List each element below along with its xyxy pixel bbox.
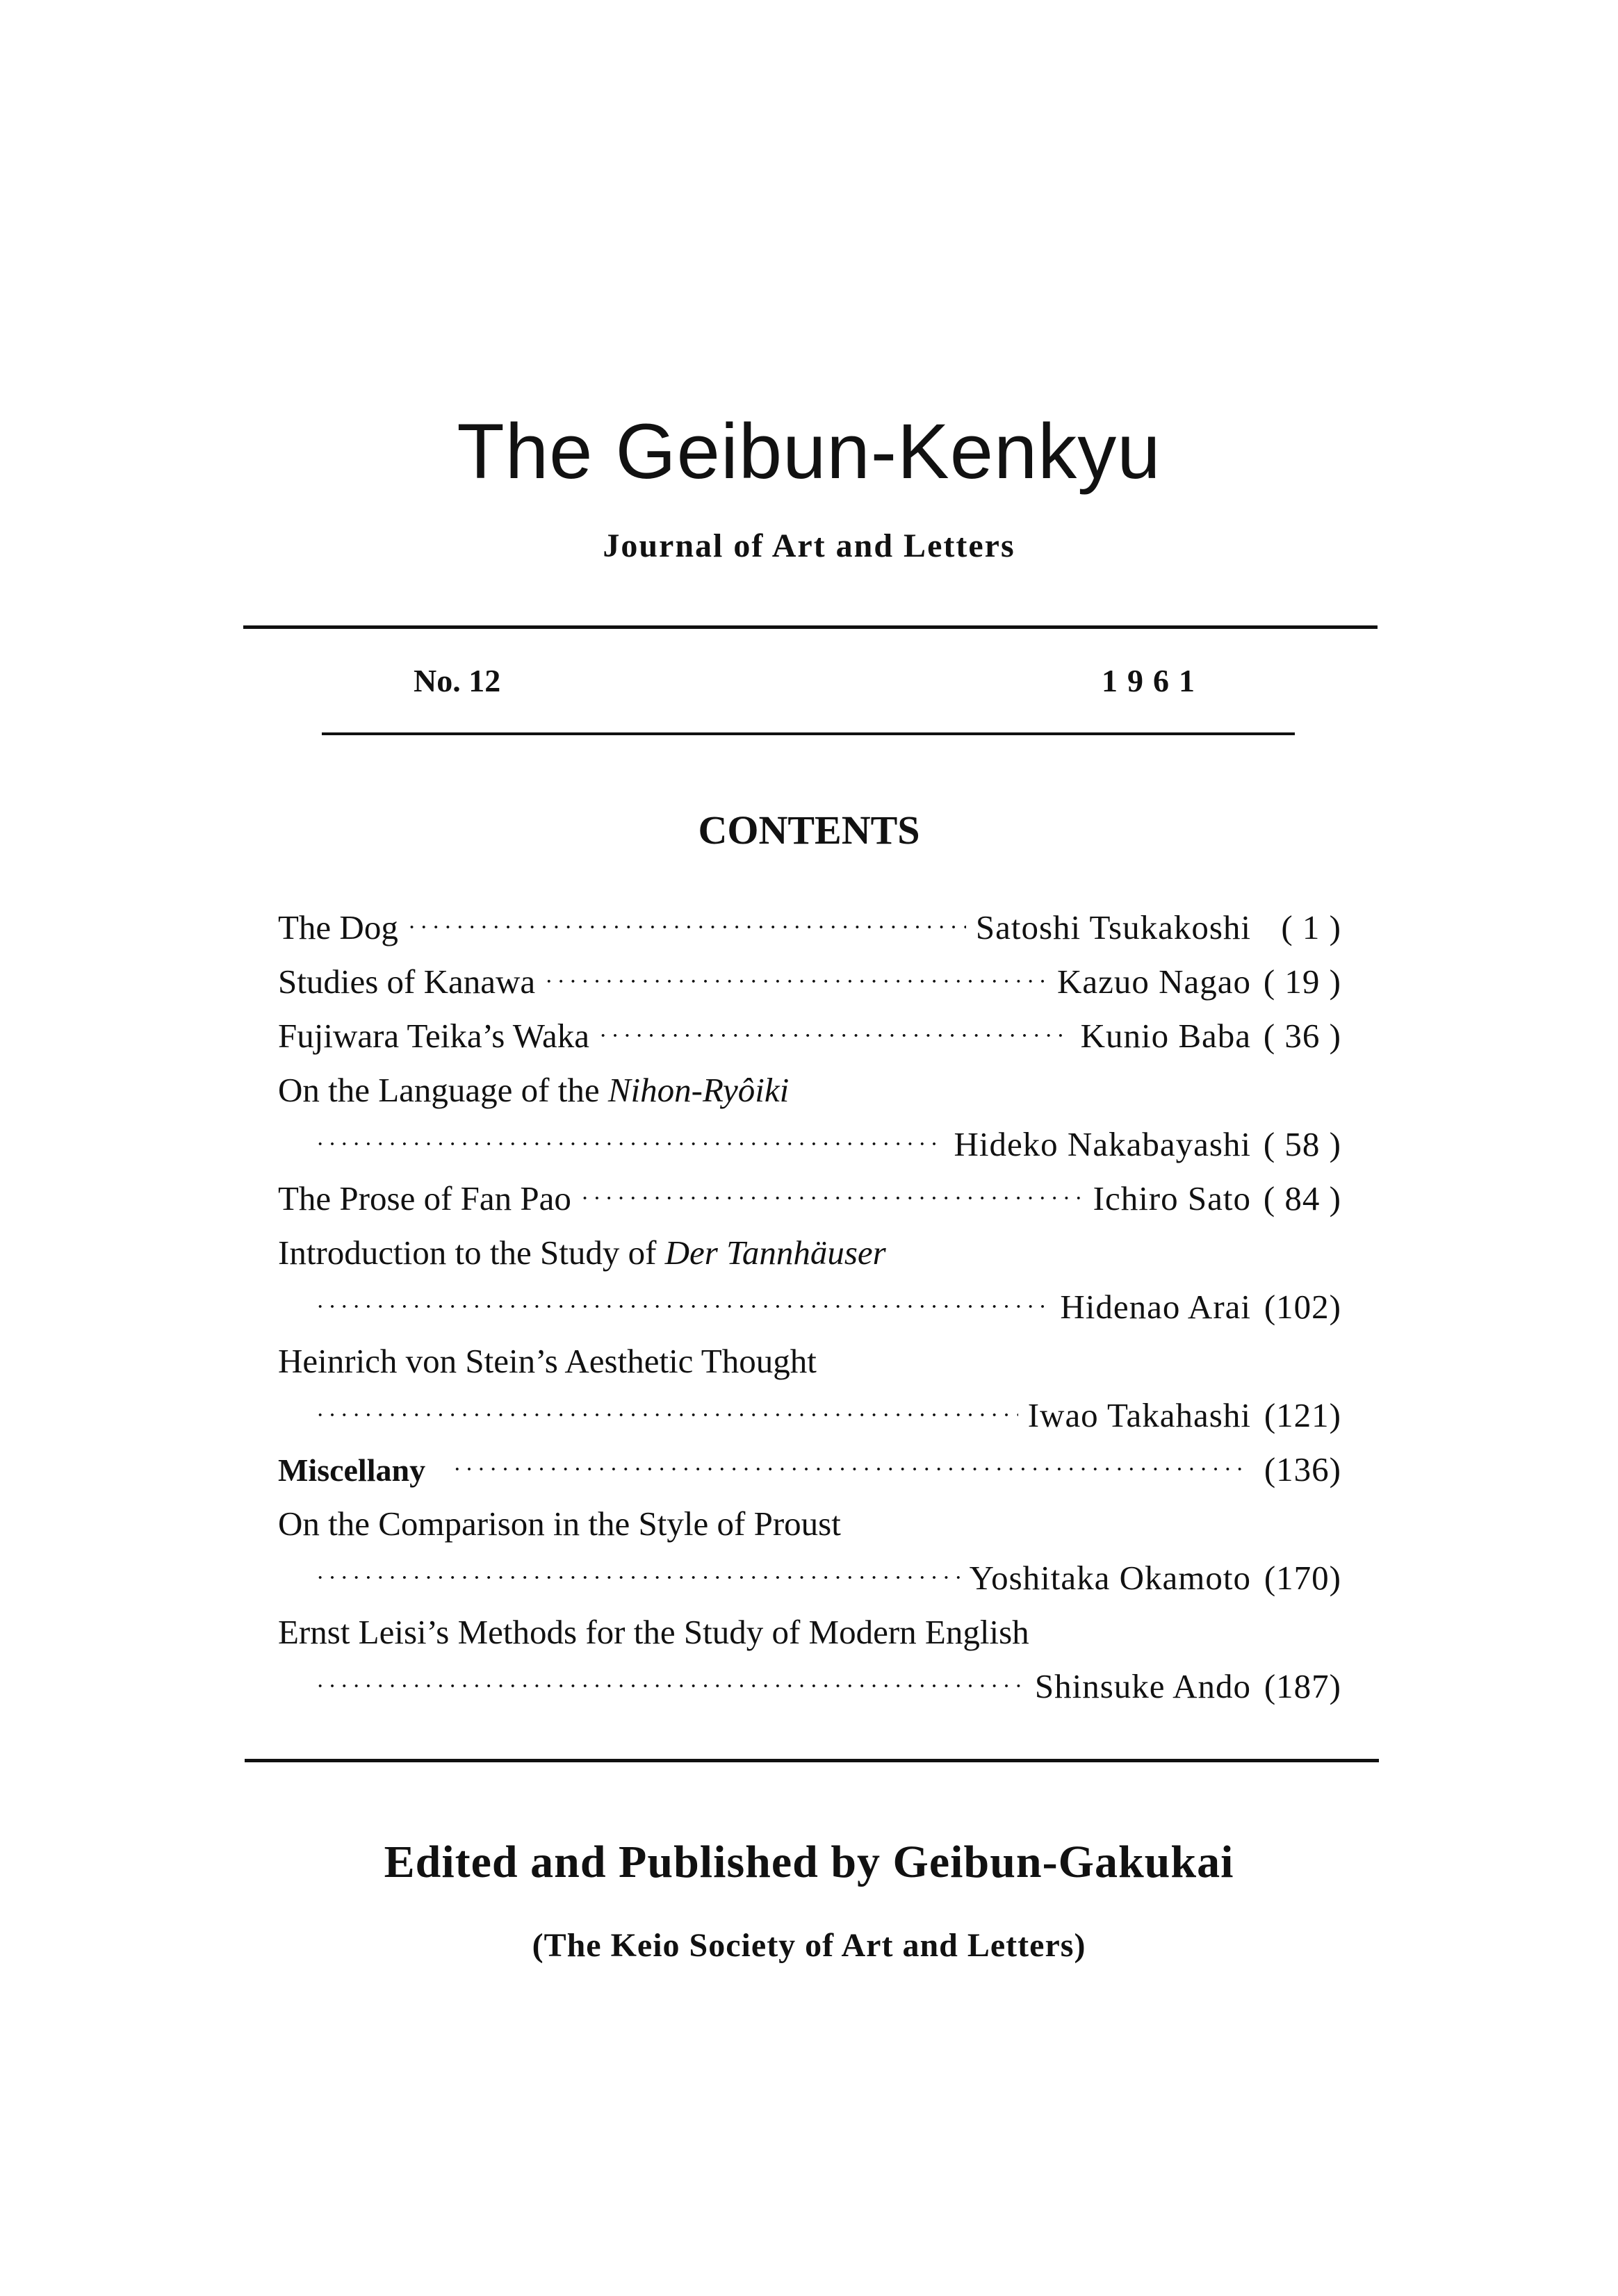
entry-author: Kunio Baba [1080,1017,1251,1055]
toc-entry-title-line [278,1497,1341,1551]
top-divider [243,625,1378,629]
journal-subtitle: Journal of Art and Letters [603,527,1015,564]
entry-title: Heinrich von Stein’s Aesthetic Thought [278,1342,817,1380]
issue-year: 1961 [1102,663,1204,698]
toc-entry-title-line [278,1063,1341,1117]
publisher-line: Edited and Published by Geibun-Gakukai [384,1837,1234,1887]
society-line: (The Keio Society of Art and Letters) [532,1927,1086,1964]
toc-entry [278,955,1341,1009]
dot-leader [316,1659,1025,1714]
toc-entry-author-line [278,1280,1341,1334]
toc-entry-author-line [278,1659,1341,1714]
toc-entry [278,1009,1341,1063]
entry-author: Hideko Nakabayashi [954,1125,1251,1163]
entry-page: ( 36 ) [1263,1017,1341,1055]
entry-page: (136) [1264,1450,1341,1489]
entry-title-italic: Nihon-Ryôiki [607,1071,790,1109]
bottom-divider [245,1759,1379,1762]
entry-author: Ichiro Sato [1093,1179,1251,1217]
toc-entry [278,1443,1341,1497]
table-of-contents [278,901,1341,1714]
dot-leader [453,1443,1241,1497]
toc-entry-author-line [278,1117,1341,1172]
dot-leader [581,1172,1084,1226]
toc-entry-title-line [278,1334,1341,1388]
issue-info [414,660,1204,702]
entry-title: Fujiwara Teika’s Waka [278,1017,590,1055]
entry-title: On the Comparison in the Style of Proust [278,1504,841,1543]
entry-author: Hidenao Arai [1060,1288,1251,1326]
entry-title [278,1063,789,1117]
dot-leader [316,1117,944,1172]
entry-author: Shinsuke Ando [1034,1667,1251,1705]
dot-leader [545,955,1047,1009]
toc-entry-author-line [278,1388,1341,1443]
entry-author: Kazuo Nagao [1056,962,1251,1001]
entry-title-italic: Der Tannhäuser [664,1233,886,1272]
toc-entry [278,901,1341,955]
entry-title: Studies of Kanawa [278,962,536,1001]
entry-author: Satoshi Tsukakoshi [975,908,1251,946]
entry-title [278,1226,886,1280]
entry-page: (170) [1264,1559,1341,1597]
entry-page: ( 58 ) [1263,1125,1341,1163]
entry-title: The Dog [278,908,398,946]
dot-leader [408,901,966,955]
entry-title-prefix: Introduction to the Study of [278,1233,657,1272]
toc-entry-title-line [278,1226,1341,1280]
entry-page: (187) [1264,1667,1341,1705]
entry-title-prefix: On the Language of the [278,1071,600,1109]
contents-heading: CONTENTS [698,807,920,853]
entry-author: Yoshitaka Okamoto [969,1559,1251,1597]
entry-title: Ernst Leisi’s Methods for the Study of Modern English [278,1613,1029,1651]
dot-leader [316,1388,1018,1443]
entry-page: ( 19 ) [1263,962,1341,1001]
entry-page: ( 1 ) [1281,908,1341,946]
issue-divider [322,732,1295,735]
entry-title: The Prose of Fan Pao [278,1179,571,1217]
entry-page: ( 84 ) [1263,1179,1341,1217]
entry-page: (102) [1264,1288,1341,1326]
journal-title: The Geibun-Kenkyu [457,408,1161,495]
issue-number: No. 12 [414,663,501,698]
dot-leader [316,1551,960,1605]
toc-entry-title-line [278,1605,1341,1659]
entry-page: (121) [1264,1396,1341,1434]
dot-leader [316,1280,1050,1334]
toc-entry [278,1172,1341,1226]
dot-leader [599,1009,1071,1063]
entry-author: Iwao Takahashi [1027,1396,1251,1434]
toc-entry-author-line [278,1551,1341,1605]
entry-title: Miscellany [278,1452,426,1488]
